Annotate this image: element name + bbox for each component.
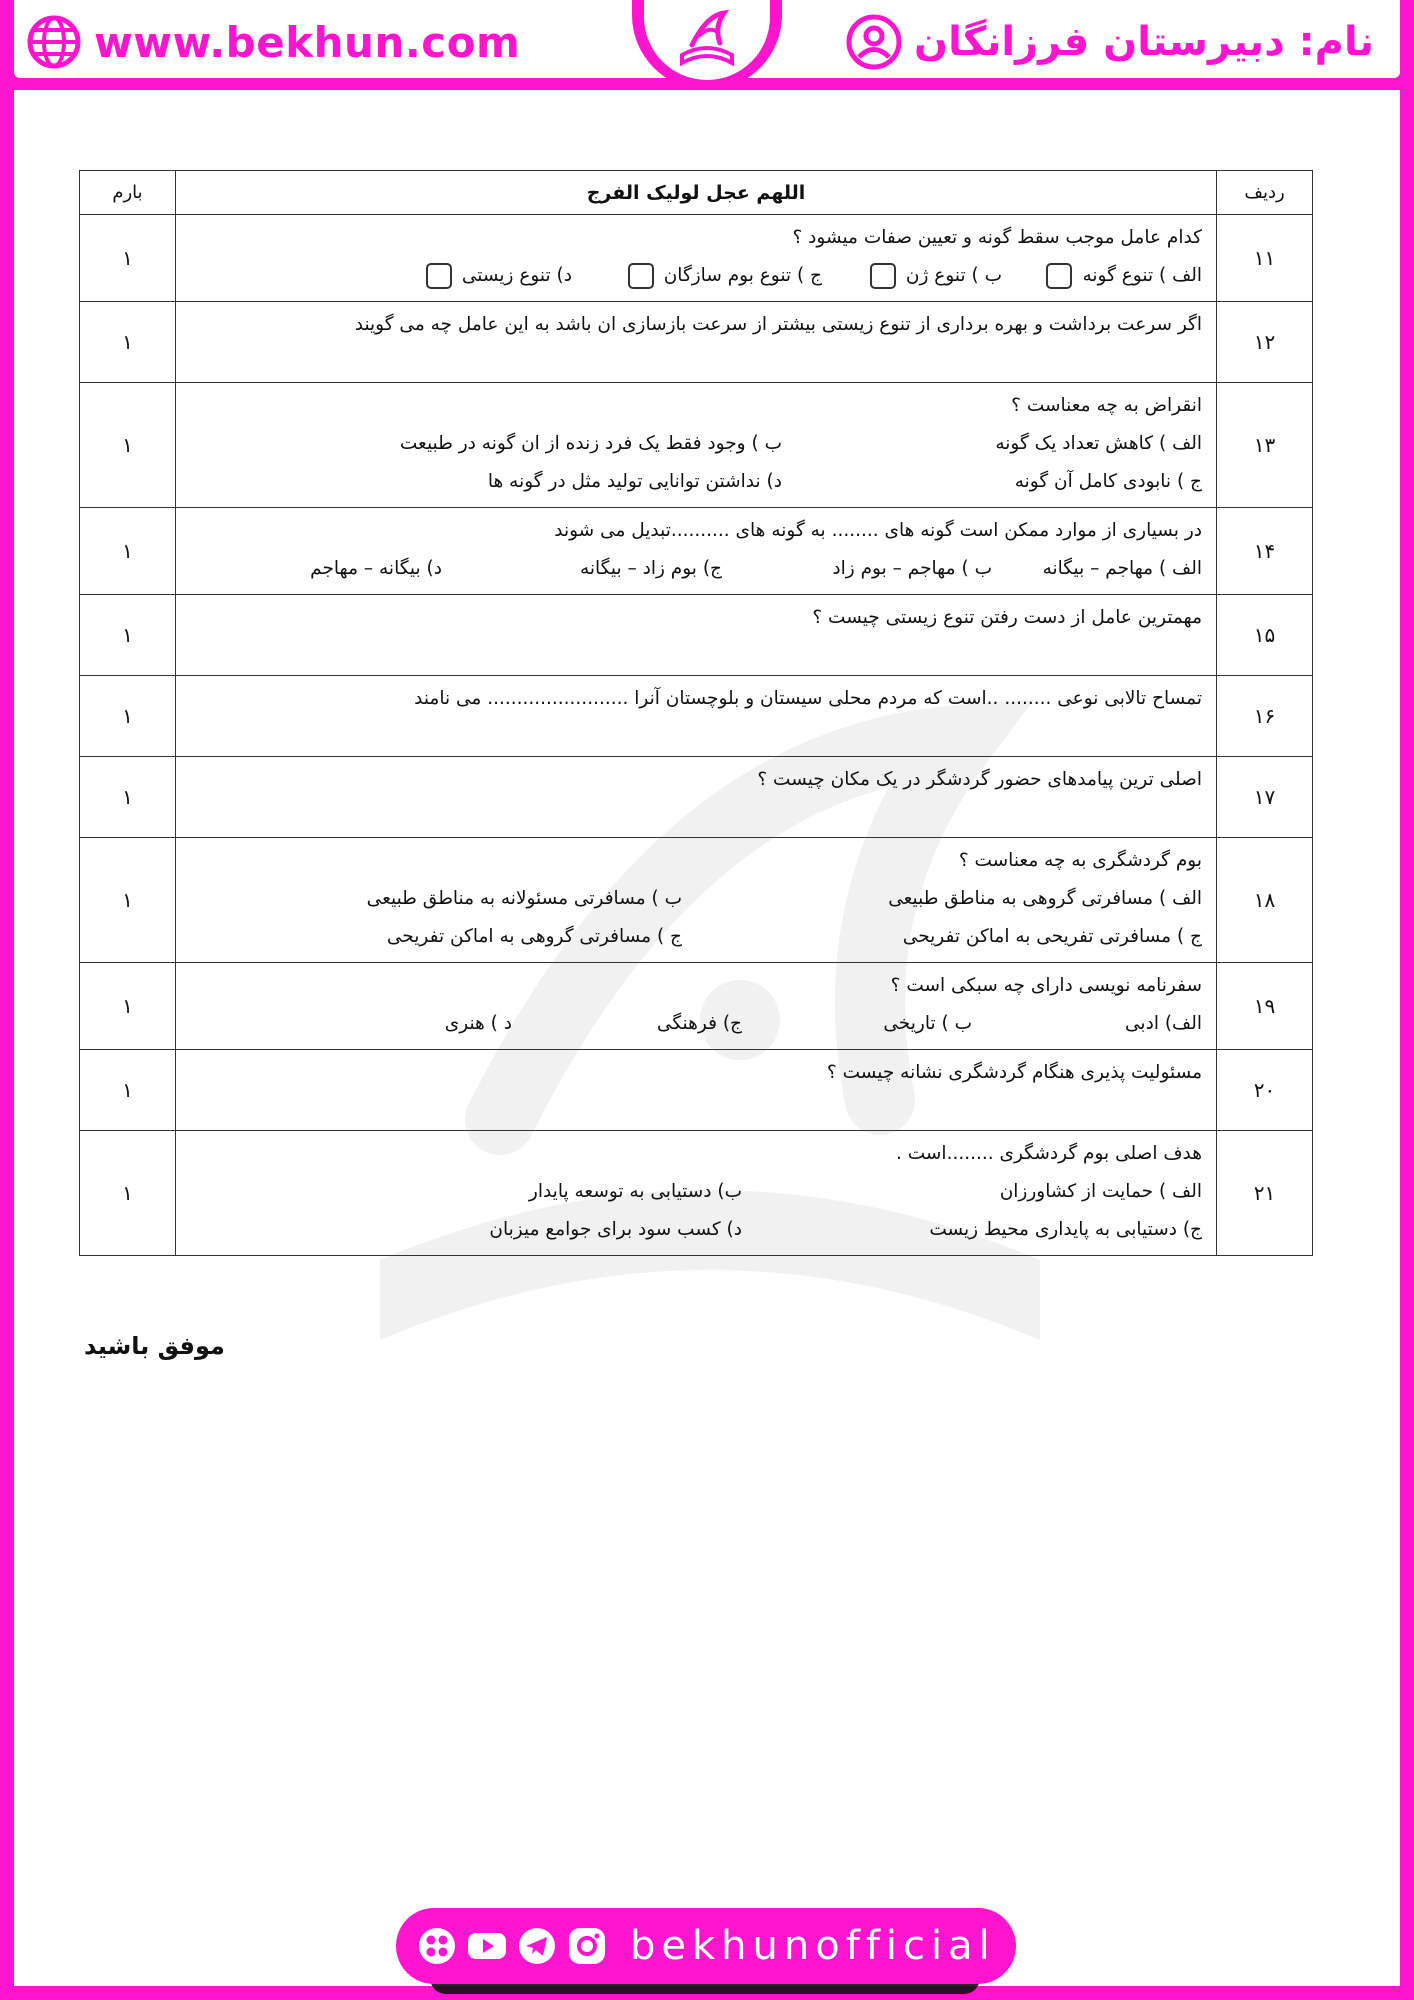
option-label: ب ) تنوع ژن xyxy=(905,265,1002,286)
question-score: ۱ xyxy=(80,757,176,838)
question-cell xyxy=(176,302,1217,383)
option-c: ج) بوم زاد – بیگانه xyxy=(579,558,722,579)
options-line xyxy=(190,463,1202,501)
question-number: ۲۱ xyxy=(1217,1131,1313,1256)
checkbox[interactable] xyxy=(870,263,896,289)
table-row xyxy=(80,215,1313,302)
option-b: ب ) مسافرتی مسئولانه به مناطق طبیعی xyxy=(366,888,682,909)
question-text: انقراض به چه معناست ؟ xyxy=(1011,395,1202,416)
table-row xyxy=(80,757,1313,838)
options-line xyxy=(190,550,1202,588)
website[interactable] xyxy=(26,14,520,70)
question-score: ۱ xyxy=(80,595,176,676)
school-title-text: نام: دبیرستان فرزانگان xyxy=(913,19,1374,65)
question-score: ۱ xyxy=(80,1131,176,1256)
question-cell xyxy=(176,838,1217,963)
question-number: ۱۶ xyxy=(1217,676,1313,757)
table-row xyxy=(80,963,1313,1050)
question-score: ۱ xyxy=(80,1050,176,1131)
option-d: د ) هنری xyxy=(444,1013,512,1034)
option-b: ب ) مهاجم – بوم زاد xyxy=(832,558,992,579)
question-score: ۱ xyxy=(80,838,176,963)
social-footer xyxy=(396,1908,1016,1984)
question-text: اصلی ترین پیامدهای حضور گردشگر در یک مکان چیست ؟ xyxy=(757,769,1202,790)
option-a: الف ) مهاجم – بیگانه xyxy=(1042,558,1202,579)
website-text: www.bekhun.com xyxy=(94,17,521,67)
question-cell xyxy=(176,595,1217,676)
option-b: ب ) وجود فقط یک فرد زنده از ان گونه در طبیعت xyxy=(399,433,782,454)
exam-table xyxy=(79,170,1313,1256)
question-number: ۱۱ xyxy=(1217,215,1313,302)
option-label: ج ) تنوع بوم سازگان xyxy=(663,265,822,286)
options-line xyxy=(190,1211,1202,1249)
aparat-icon[interactable] xyxy=(416,1925,458,1967)
book-logo-icon xyxy=(662,5,752,75)
option-d: د) کسب سود برای جوامع میزبان xyxy=(489,1219,742,1240)
question-number: ۱۸ xyxy=(1217,838,1313,963)
question-score: ۱ xyxy=(80,215,176,302)
question-score: ۱ xyxy=(80,676,176,757)
telegram-icon[interactable] xyxy=(516,1925,558,1967)
table-row xyxy=(80,302,1313,383)
header-row-number: ردیف xyxy=(1217,171,1313,215)
question-number: ۱۳ xyxy=(1217,383,1313,508)
question-text: مسئولیت پذیری هنگام گردشگری نشانه چیست ؟ xyxy=(826,1062,1202,1083)
question-cell xyxy=(176,963,1217,1050)
option-c: ج ) مسافرتی تفریحی به اماکن تفریحی xyxy=(902,926,1202,947)
option-a: الف ) حمایت از کشاورزان xyxy=(999,1181,1202,1202)
question-text: کدام عامل موجب سقط گونه و تعیین صفات میشود ؟ xyxy=(792,227,1202,248)
option-label: د) تنوع زیستی xyxy=(461,265,572,286)
option-c: ج) فرهنگی xyxy=(656,1013,742,1034)
question-cell xyxy=(176,1131,1217,1256)
question-cell xyxy=(176,676,1217,757)
question-number: ۲۰ xyxy=(1217,1050,1313,1131)
question-score: ۱ xyxy=(80,963,176,1050)
option xyxy=(402,257,572,295)
table-row xyxy=(80,676,1313,757)
question-text: هدف اصلی بوم گردشگری ........است . xyxy=(896,1143,1202,1164)
instagram-icon[interactable] xyxy=(566,1925,608,1967)
school-title xyxy=(846,14,1374,70)
option-a: الف ) کاهش تعداد یک گونه xyxy=(995,433,1202,454)
question-cell xyxy=(176,215,1217,302)
options-line xyxy=(190,880,1202,918)
question-number: ۱۷ xyxy=(1217,757,1313,838)
question-text: اگر سرعت برداشت و بهره برداری از تنوع زیستی بیشتر از سرعت بازسازی ان باشد به این عامل چه می گویند xyxy=(354,314,1202,335)
options-line xyxy=(190,1005,1202,1043)
social-footer-inner xyxy=(396,1908,1016,1984)
question-cell xyxy=(176,383,1217,508)
option-a: الف ) مسافرتی گروهی به مناطق طبیعی xyxy=(888,888,1202,909)
logo xyxy=(644,0,770,80)
option-c: ج) دستیابی به پایداری محیط زیست xyxy=(929,1219,1202,1240)
header-score: بارم xyxy=(80,171,176,215)
checkbox[interactable] xyxy=(628,263,654,289)
question-text: سفرنامه نویسی دارای چه سبکی است ؟ xyxy=(890,975,1202,996)
header-question: اللهم عجل لولیک الفرج xyxy=(176,171,1217,215)
option-d: د) بیگانه – مهاجم xyxy=(310,558,442,579)
option-c: ج ) نابودی کامل آن گونه xyxy=(1014,471,1202,492)
option xyxy=(1052,257,1202,295)
question-text: در بسیاری از موارد ممکن است گونه های ........ به گونه های ..........تبدیل می شوند xyxy=(554,520,1202,541)
question-cell xyxy=(176,508,1217,595)
option xyxy=(612,257,822,295)
globe-icon xyxy=(26,14,82,70)
table-row xyxy=(80,838,1313,963)
youtube-icon[interactable] xyxy=(466,1925,508,1967)
checkbox[interactable] xyxy=(426,263,452,289)
options-line xyxy=(190,257,1202,295)
options-line xyxy=(190,425,1202,463)
option-b: ب ) تاریخی xyxy=(883,1013,972,1034)
table-row xyxy=(80,383,1313,508)
option-d: د) نداشتن توانایی تولید مثل در گونه ها xyxy=(487,471,782,492)
options-line xyxy=(190,1173,1202,1211)
closing-message: موفق باشید xyxy=(84,1332,225,1360)
option-d: ج ) مسافرتی گروهی به اماکن تفریحی xyxy=(386,926,682,947)
option-b: ب) دستیابی به توسعه پایدار xyxy=(528,1181,742,1202)
question-score: ۱ xyxy=(80,508,176,595)
question-number: ۱۵ xyxy=(1217,595,1313,676)
question-cell xyxy=(176,1050,1217,1131)
social-handle[interactable]: bekhunofficial xyxy=(630,1923,996,1969)
table-row xyxy=(80,1050,1313,1131)
question-text: مهمترین عامل از دست رفتن تنوع زیستی چیست ؟ xyxy=(812,607,1202,628)
question-score: ۱ xyxy=(80,302,176,383)
user-icon xyxy=(846,14,902,70)
option-a: الف) ادبی xyxy=(1125,1013,1202,1034)
option-label: الف ) تنوع گونه xyxy=(1082,265,1202,286)
table-row xyxy=(80,595,1313,676)
table-row xyxy=(80,508,1313,595)
question-text: تمساح تالابی نوعی ........ ..است که مردم محلی سیستان و بلوچستان آنرا ........................ می نامند xyxy=(414,688,1202,709)
question-number: ۱۴ xyxy=(1217,508,1313,595)
options-line xyxy=(190,918,1202,956)
option xyxy=(852,257,1002,295)
question-score: ۱ xyxy=(80,383,176,508)
question-number: ۱۲ xyxy=(1217,302,1313,383)
question-number: ۱۹ xyxy=(1217,963,1313,1050)
question-text: بوم گردشگری به چه معناست ؟ xyxy=(958,850,1202,871)
question-cell xyxy=(176,757,1217,838)
table-header-row xyxy=(80,171,1313,215)
table-row xyxy=(80,1131,1313,1256)
